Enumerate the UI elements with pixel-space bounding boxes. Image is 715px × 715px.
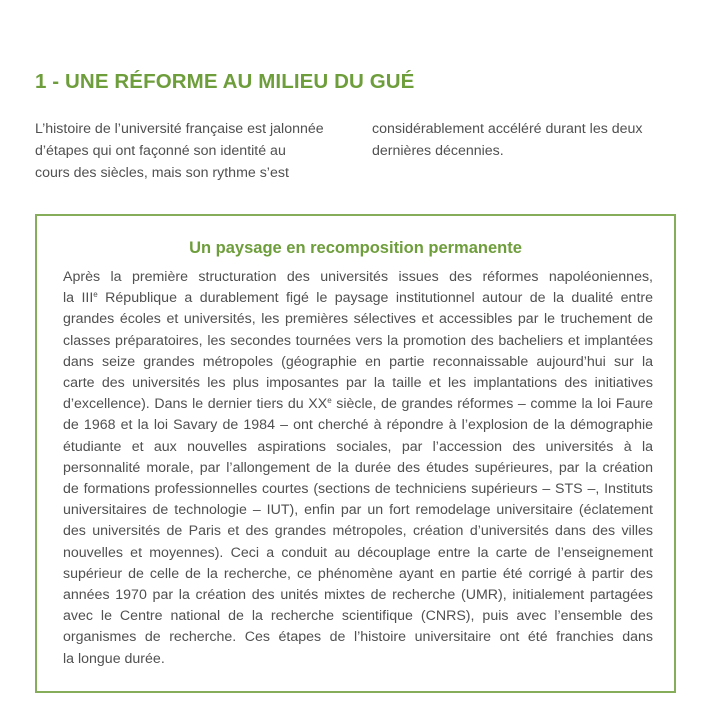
box-line-part: d’excellence). Dans le dernier tiers du XX bbox=[63, 396, 328, 413]
box-line: universitaires de technologie – IUT), enfin par un fort remodelage universitaire (éclatement bbox=[63, 502, 653, 519]
box-line: dans seize grandes métropoles (géographie en partie reconnaissable aujourd’hui sur la bbox=[63, 353, 653, 370]
intro-line: dernières décennies. bbox=[372, 143, 504, 159]
box-line bbox=[63, 288, 653, 309]
box-line: de 1968 et la loi Savary de 1984 – ont cherché à répondre à l’explosion de la démographie bbox=[63, 417, 653, 434]
intro-line: cours des siècles, mais son rythme s’est bbox=[35, 165, 289, 181]
box-line: la longue durée. bbox=[63, 650, 165, 667]
box-line: personnalité morale, par l’allongement de la durée des études supérieures, par la création bbox=[63, 459, 653, 476]
box-line: étudiante et aux nouvelles aspirations sociales, par l’accession des universités à la bbox=[63, 438, 653, 455]
box-line: organismes de recherche. Ces étapes de l’histoire universitaire ont été franchies dans bbox=[63, 629, 653, 646]
box-line-part: la III bbox=[63, 290, 94, 307]
superscript: e bbox=[93, 290, 98, 300]
box-line: supérieur de celle de la recherche, ce phénomène ayant en partie été corrigé à partir des bbox=[63, 565, 653, 582]
box-line: années 1970 par la création des unités mixtes de recherche (UMR), initialement partagées bbox=[63, 587, 653, 604]
section-title: 1 - UNE RÉFORME AU MILIEU DU GUÉ bbox=[35, 70, 415, 93]
intro-line: L’histoire de l’université française est jalonnée bbox=[35, 121, 324, 137]
intro-column-left bbox=[35, 118, 324, 184]
box-line-part: siècle, de grandes réformes – comme la loi Faure bbox=[331, 396, 653, 413]
box-line: grandes écoles et universités, les premières sélectives et accessibles par le truchement de bbox=[63, 311, 653, 328]
box-title: Un paysage en recomposition permanente bbox=[189, 239, 522, 257]
framed-box bbox=[35, 214, 676, 693]
box-line: des universités de Paris et des grandes métropoles, création d’universités dans des villes bbox=[63, 523, 653, 540]
box-body bbox=[63, 267, 653, 670]
box-line: de formations professionnelles courtes (sections de techniciens supérieurs – STS –, Instituts bbox=[63, 481, 653, 498]
intro-line: considérablement accéléré durant les deux bbox=[372, 121, 643, 137]
box-line: nouvelles et moyennes). Ceci a conduit au découplage entre la carte de l’enseignement bbox=[63, 544, 653, 561]
box-line: classes préparatoires, les secondes tournées vers la promotion des bacheliers et implantées bbox=[63, 332, 653, 349]
box-line bbox=[63, 394, 653, 415]
box-line-part: République a durablement figé le paysage institutionnel autour de la dualité entre bbox=[97, 290, 653, 307]
box-line: carte des universités les plus imposantes par la taille et les implantations des initiatives bbox=[63, 375, 653, 392]
superscript: e bbox=[327, 396, 332, 406]
intro-line: d’étapes qui ont façonné son identité au bbox=[35, 143, 286, 159]
intro-column-right bbox=[372, 118, 643, 162]
box-line: avec le Centre national de la recherche scientifique (CNRS), puis avec l’ensemble des bbox=[63, 608, 653, 625]
box-line: Après la première structuration des universités issues des réformes napoléoniennes, bbox=[63, 269, 653, 285]
